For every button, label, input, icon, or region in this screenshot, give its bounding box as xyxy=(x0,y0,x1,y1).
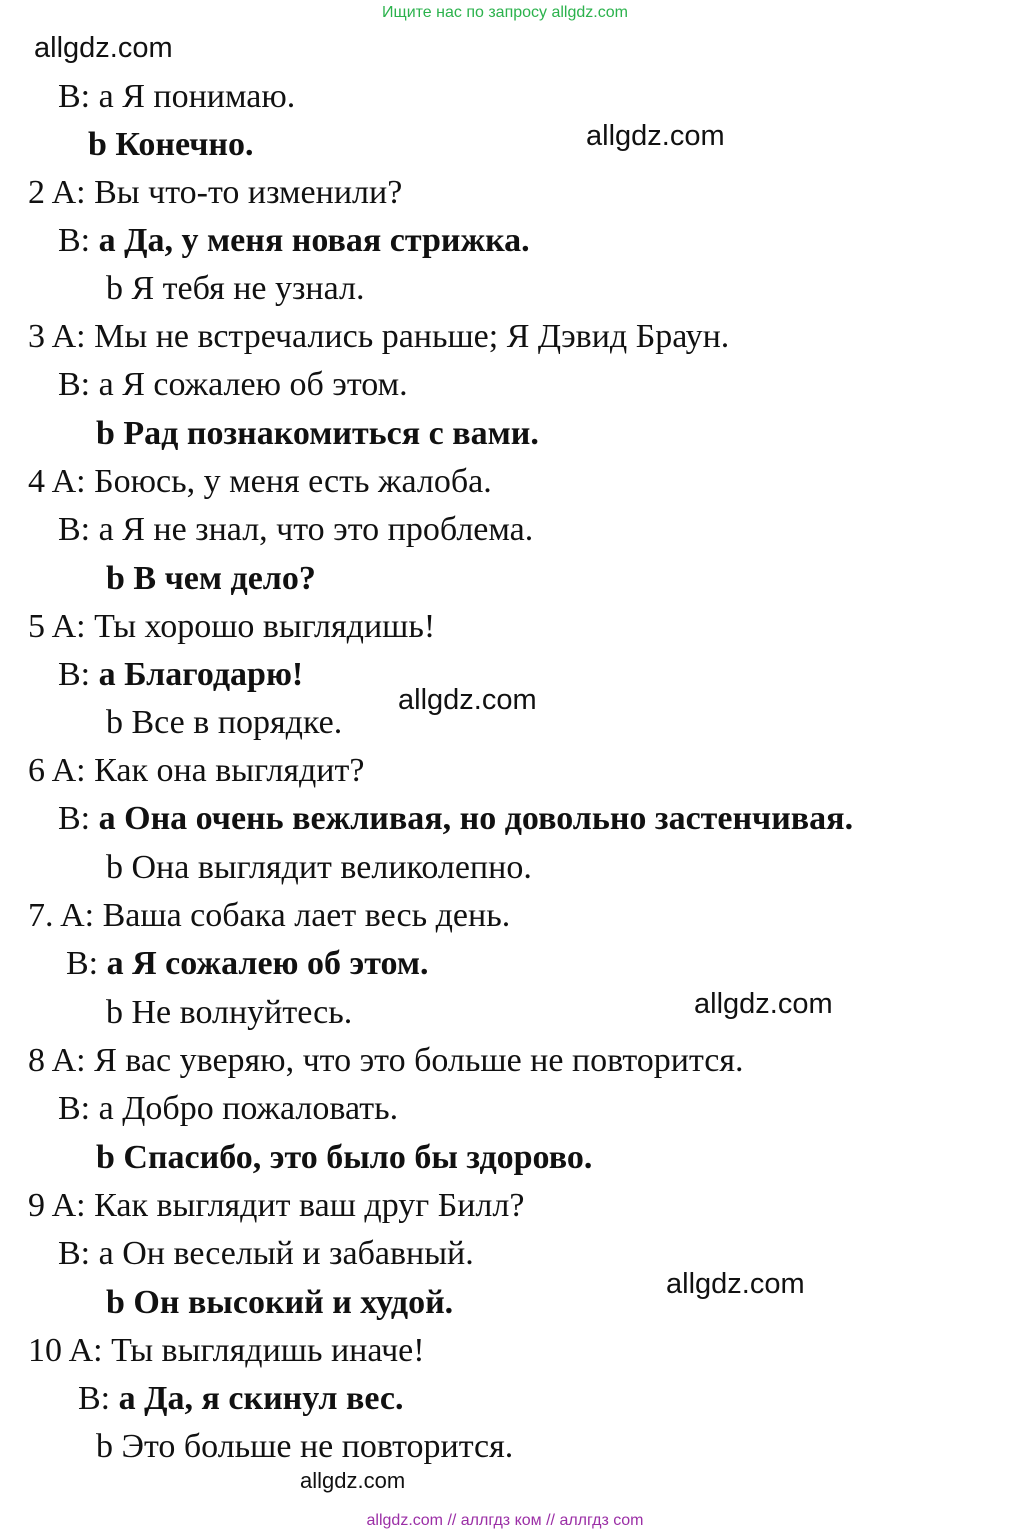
line-text: b Не волнуйтесь. xyxy=(106,994,353,1031)
question-line xyxy=(28,1044,743,1078)
speaker-label: B: xyxy=(58,1090,99,1127)
answer-line xyxy=(106,706,342,740)
question-line xyxy=(28,899,510,933)
line-text: b Рад познакомиться с вами. xyxy=(96,415,539,452)
answer-line xyxy=(106,851,532,885)
question-line xyxy=(28,176,402,210)
line-text: а Благодарю! xyxy=(98,656,304,693)
top-banner: Ищите нас по запросу allgdz.com xyxy=(382,4,628,21)
answer-line xyxy=(106,996,352,1030)
answer-line xyxy=(106,272,365,306)
speaker-label: B: xyxy=(58,366,99,403)
question-line xyxy=(28,754,364,788)
answer-line xyxy=(58,80,295,114)
line-text: 10 A: Ты выглядишь иначе! xyxy=(28,1332,425,1369)
line-text: b В чем дело? xyxy=(106,560,316,597)
answer-line xyxy=(78,1382,403,1416)
line-text: b Я тебя не узнал. xyxy=(106,270,365,307)
answer-line xyxy=(96,1430,513,1464)
answer-line xyxy=(58,1237,474,1271)
answer-line xyxy=(96,1141,592,1175)
question-line xyxy=(28,320,729,354)
answer-line xyxy=(106,1286,453,1320)
line-text: 6 A: Как она выглядит? xyxy=(28,752,365,789)
speaker-label: B: xyxy=(66,945,107,982)
line-text: 7. A: Ваша собака лает весь день. xyxy=(28,897,511,934)
line-text: b Она выглядит великолепно. xyxy=(106,849,532,886)
line-text: а Я сожалею об этом. xyxy=(106,945,429,982)
line-text: а Она очень вежливая, но довольно застенчивая. xyxy=(98,800,854,837)
watermark: allgdz.com xyxy=(586,120,725,152)
line-text: 8 A: Я вас уверяю, что это больше не повторится. xyxy=(28,1042,744,1079)
answer-line xyxy=(106,562,316,596)
line-text: а Я сожалею об этом. xyxy=(98,366,408,403)
watermark: allgdz.com xyxy=(300,1468,406,1493)
answer-line xyxy=(66,947,428,981)
question-line xyxy=(28,465,492,499)
speaker-label: B: xyxy=(58,222,99,259)
watermark: allgdz.com xyxy=(694,988,833,1020)
speaker-label: B: xyxy=(58,1235,99,1272)
answer-line xyxy=(58,658,303,692)
answer-line xyxy=(58,1092,398,1126)
answer-line xyxy=(58,224,530,258)
line-text: а Я не знал, что это проблема. xyxy=(98,511,534,548)
line-text: 2 A: Вы что-то изменили? xyxy=(28,174,403,211)
speaker-label: B: xyxy=(58,656,99,693)
speaker-label: B: xyxy=(78,1380,119,1417)
answer-line xyxy=(96,417,539,451)
line-text: а Да, я скинул вес. xyxy=(118,1380,404,1417)
speaker-label: B: xyxy=(58,78,99,115)
line-text: 9 A: Как выглядит ваш друг Билл? xyxy=(28,1187,525,1224)
answer-line xyxy=(58,368,408,402)
line-text: b Конечно. xyxy=(88,126,254,163)
line-text: 5 A: Ты хорошо выглядишь! xyxy=(28,608,436,645)
answer-line xyxy=(88,128,253,162)
question-line xyxy=(28,1189,524,1223)
line-text: b Он высокий и худой. xyxy=(106,1284,454,1321)
line-text: а Добро пожаловать. xyxy=(98,1090,399,1127)
watermark: allgdz.com xyxy=(34,32,173,64)
question-line xyxy=(28,610,435,644)
answer-line xyxy=(58,802,853,836)
speaker-label: B: xyxy=(58,511,99,548)
answer-line xyxy=(58,513,533,547)
line-text: b Спасибо, это было бы здорово. xyxy=(96,1139,593,1176)
line-text: 4 A: Боюсь, у меня есть жалоба. xyxy=(28,463,492,500)
footer-banner: allgdz.com // аллгдз ком // аллгдз com xyxy=(366,1512,644,1529)
speaker-label: B: xyxy=(58,800,99,837)
question-line xyxy=(28,1334,425,1368)
line-text: а Да, у меня новая стрижка. xyxy=(98,222,530,259)
line-text: а Он веселый и забавный. xyxy=(98,1235,474,1272)
watermark: allgdz.com xyxy=(666,1268,805,1300)
watermark: allgdz.com xyxy=(398,684,537,716)
line-text: b Это больше не повторится. xyxy=(96,1428,514,1465)
line-text: b Все в порядке. xyxy=(106,704,343,741)
line-text: 3 A: Мы не встречались раньше; Я Дэвид Браун. xyxy=(28,318,730,355)
line-text: а Я понимаю. xyxy=(98,78,296,115)
